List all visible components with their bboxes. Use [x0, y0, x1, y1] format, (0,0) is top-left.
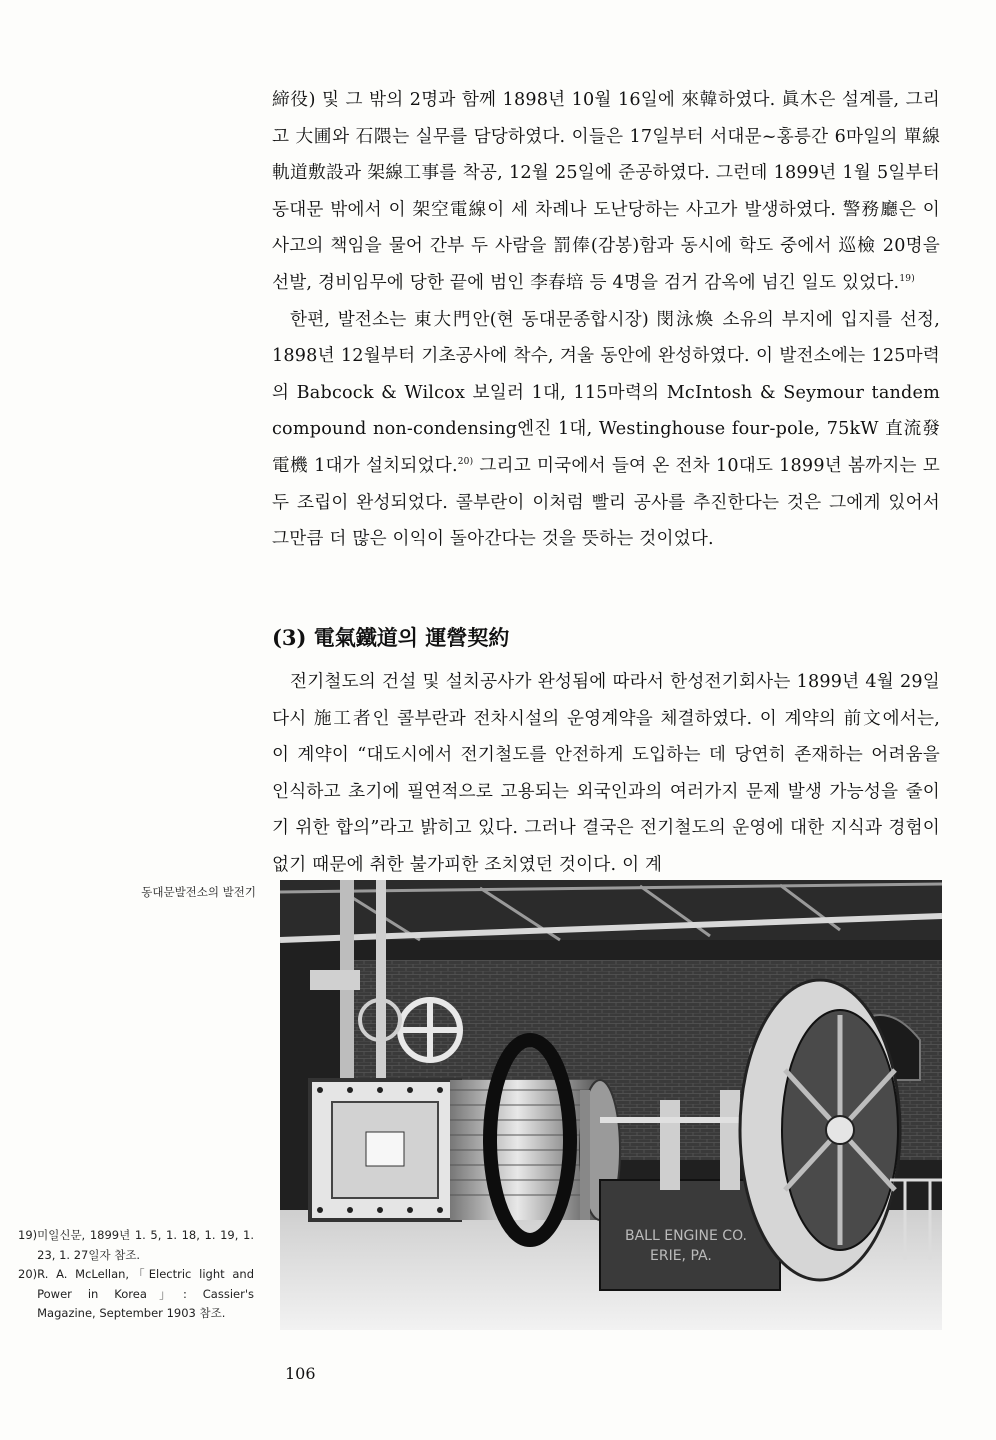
footnote-19-number: 19): [18, 1228, 38, 1242]
main-text-column: [272, 82, 940, 558]
generator-photo-illustration: [280, 880, 942, 1330]
footnotes: [18, 1226, 254, 1324]
engine-plate-text-2: ERIE, PA.: [650, 1248, 712, 1264]
footnote-20: [18, 1265, 254, 1324]
body-paragraph-2-text-b: 그리고 미국에서 들여 온 전차 10대도 1899년 봄까지는 모두 조립이 완성되었다. 콜부란이 이처럼 빨리 공사를 추진한다는 것은 그에게 있어서 그만큼 더 많은 이익이 돌아간다는 것을 뜻하는 것이었다.: [272, 455, 940, 550]
footnote-20-number: 20): [18, 1267, 38, 1281]
figure-caption: 동대문발전소의 발전기: [141, 885, 256, 899]
body-paragraph-1-text: 締役) 및 그 밖의 2명과 함께 1898년 10월 16일에 來韓하였다. 眞木은 설계를, 그리고 大圃와 石隈는 실무를 담당하였다. 이들은 17일부터 서대문~홍릉간 6마일의 單線軌道敷設과 架線工事를 착공, 12월 25일에 준공하였다. 그런데 1899년 1월 5일부터 동대문 밖에서 이 架空電線이 세 차례나 도난당하는 사고가 발생하였다. 警務廳은 이 사고의 책임을 물어 간부 두 사람을 罰俸(감봉)함과 동시에 학도 중에서 巡檢 20명을 선발, 경비임무에 당한 끝에 범인 李春培 등 4명을 검거 감옥에 넘긴 일도 있었다.: [272, 90, 940, 293]
engine-plate-text-1: BALL ENGINE CO.: [625, 1228, 747, 1244]
section-paragraph: 전기철도의 건설 및 설치공사가 완성됨에 따라서 한성전기회사는 1899년 4월 29일 다시 施工者인 콜부란과 전차시설의 운영계약을 체결하였다. 이 계약의 前文에서는, 이 계약이 “대도시에서 전기철도를 안전하게 도입하는 데 당연히 존재하는 어려움을 인식하고 초기에 필연적으로 고용되는 외국인과의 여러가지 문제 발생 가능성을 줄이기 위한 합의”라고 밝히고 있다. 그러나 결국은 전기철도의 운영에 대한 지식과 경험이 없기 때문에 취한 불가피한 조치였던 것이다. 이 계: [272, 672, 940, 875]
body-paragraph-2: [272, 302, 940, 558]
generator-photo: [280, 880, 942, 1330]
section-body: [272, 664, 940, 884]
footnote-ref-19: 19): [899, 274, 915, 285]
body-paragraph-1: [272, 82, 940, 302]
footnote-ref-20: 20): [457, 457, 474, 468]
footnote-19-text: 미일신문, 1899년 1. 5, 1. 18, 1. 19, 1. 23, 1. 27일자 참조.: [37, 1228, 254, 1262]
section-heading: (3) 電氣鐵道의 運營契約: [272, 625, 510, 650]
page-number: 106: [285, 1364, 316, 1383]
footnote-20-text: R. A. McLellan,「Electric light and Power in Korea」: Cassier's Magazine, September 1903 참조.: [37, 1267, 254, 1320]
footnote-19: [18, 1226, 254, 1265]
body-paragraph-2-text-a: 한편, 발전소는 東大門안(현 동대문종합시장) 閔泳煥 소유의 부지에 입지를 선정, 1898년 12월부터 기초공사에 착수, 겨울 동안에 완성하였다. 이 발전소에는 125마력의 Babcock & Wilcox 보일러 1대, 115마력의 McIntosh & Seymour tandem compound non-condensing엔진 1대, Westinghouse four-pole, 75kW 直流發電機 1대가 설치되었다.: [272, 309, 940, 476]
